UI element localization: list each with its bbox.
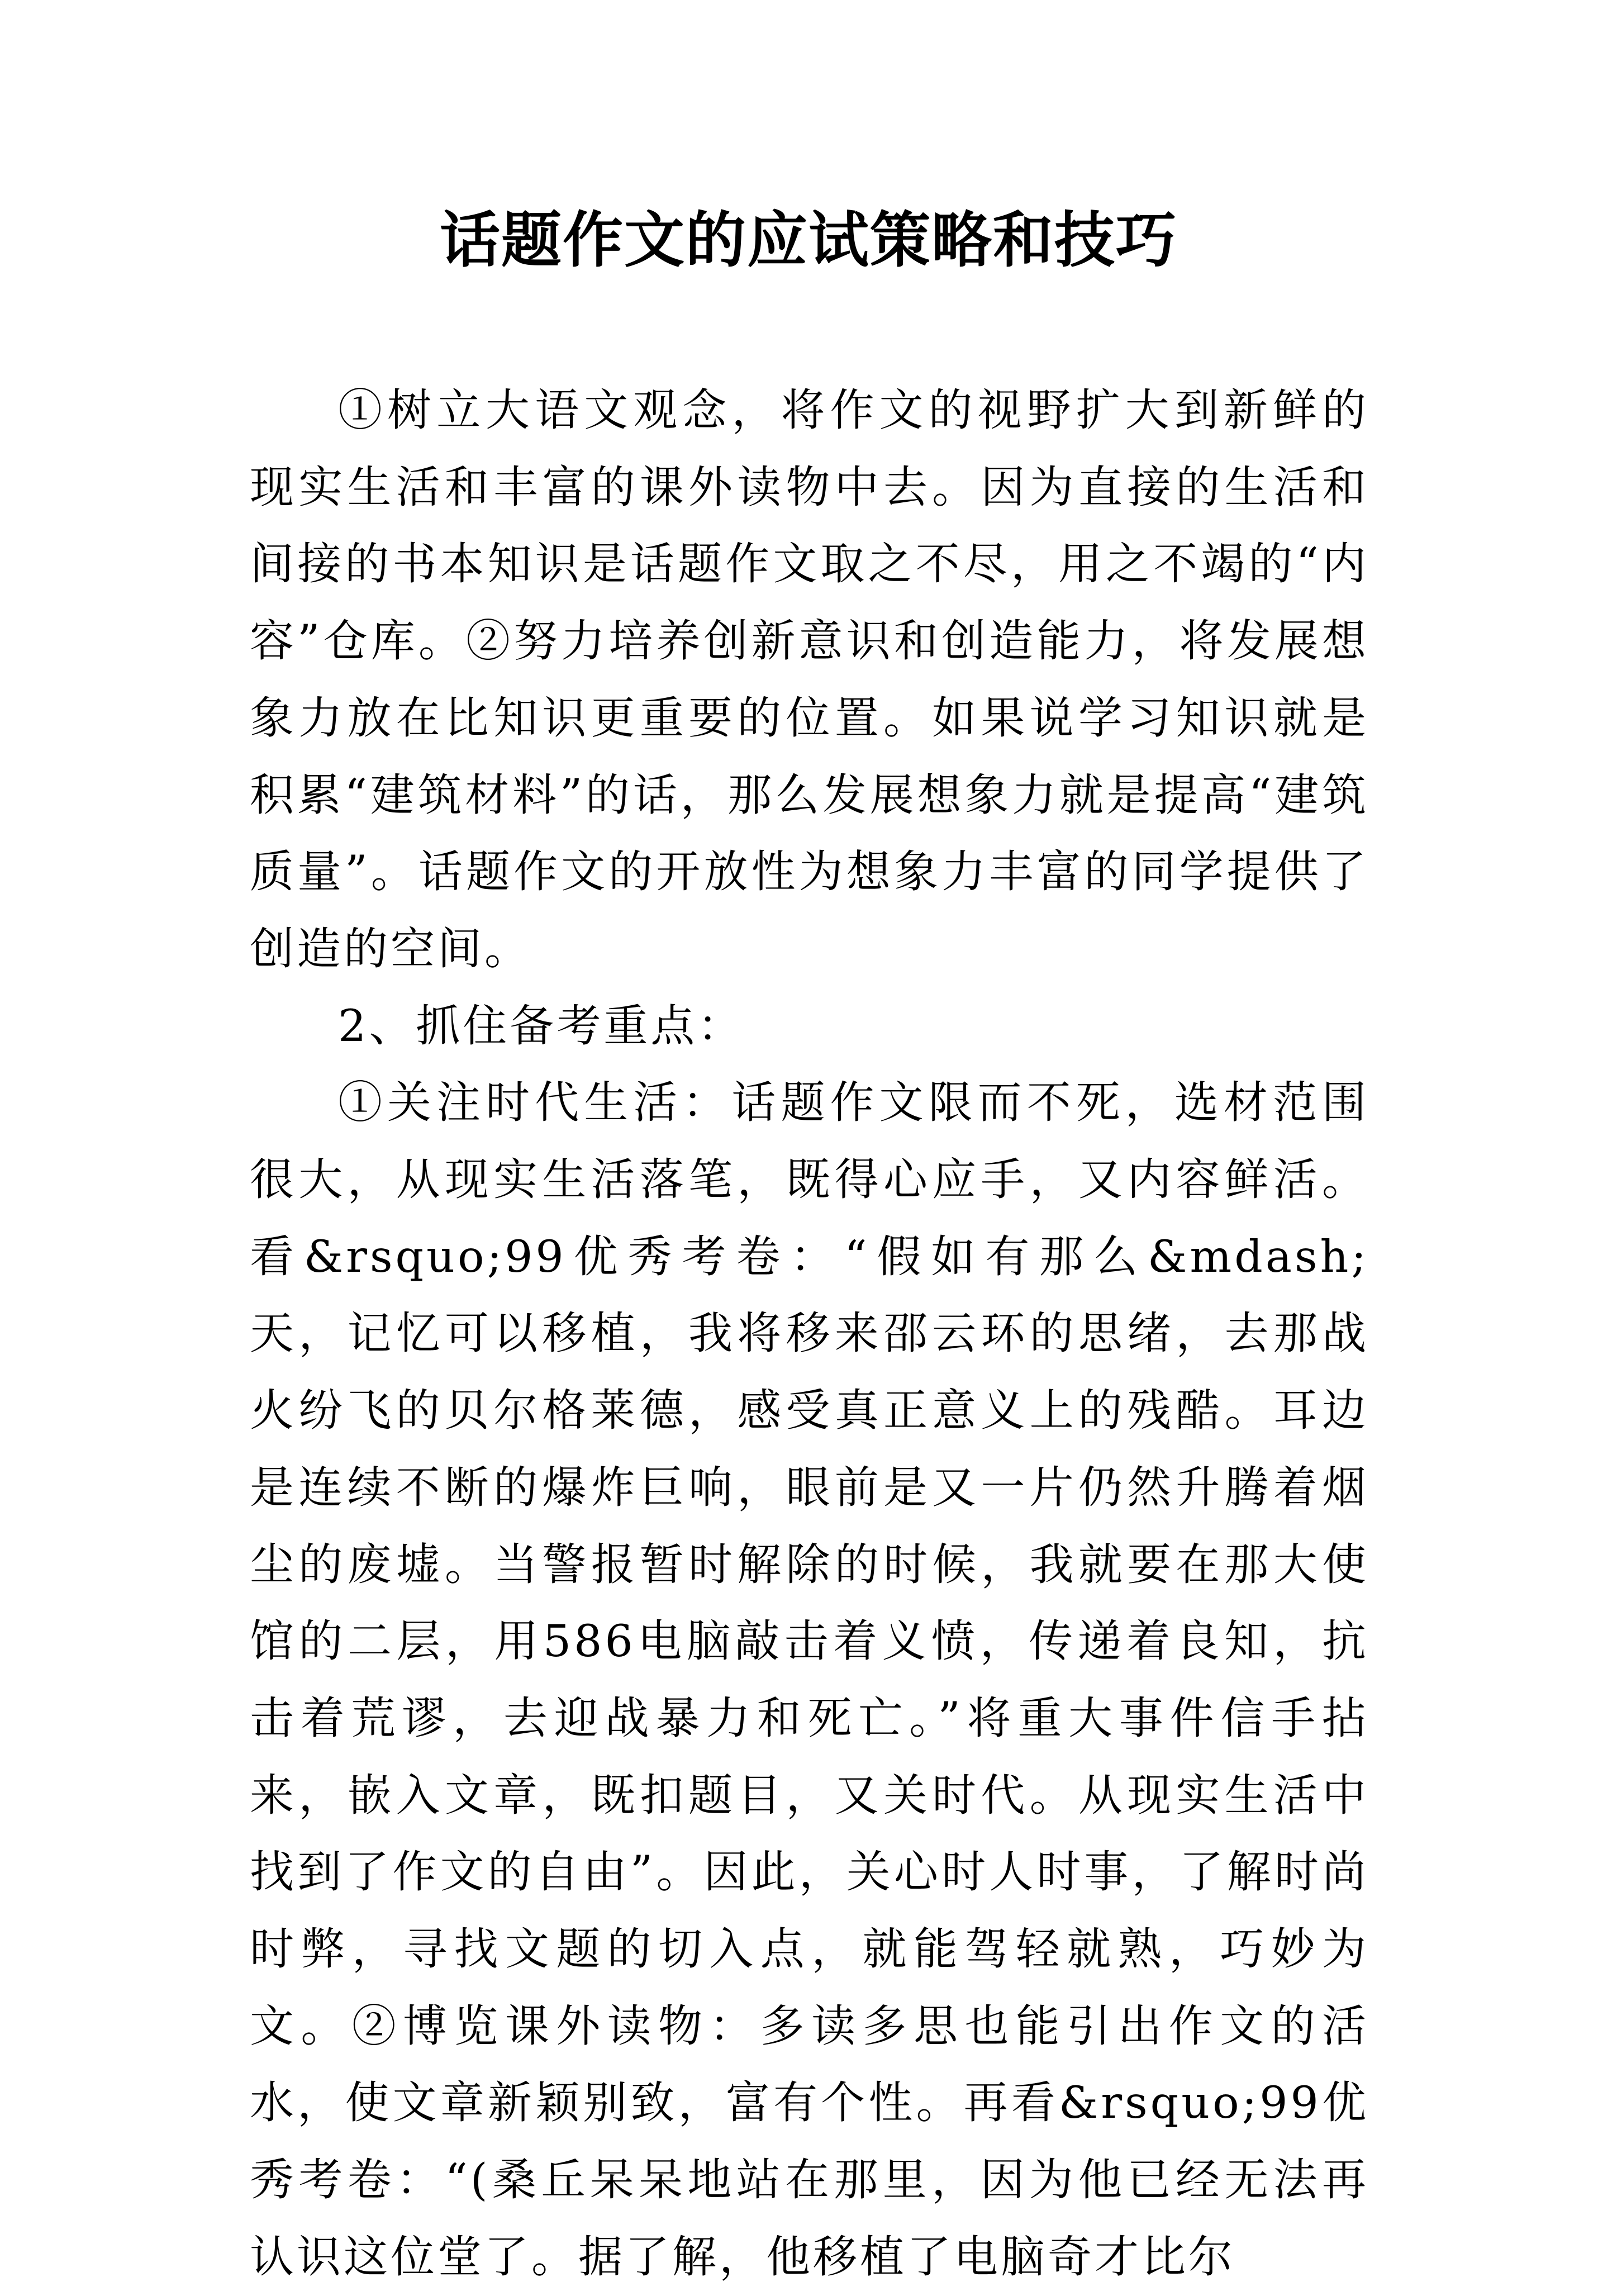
paragraph: 2、抓住备考重点： [338,1000,745,1052]
document-body [250,372,1369,2296]
paragraph: ①关注时代生活：话题作文限而不死，选材范围很大，从现实生活落笔，既得心应手，又内容鲜活。看&rsquo;99优秀考卷：“假如有那么&mdash;天，记忆可以移植，我将移来邵云环的思绪，去那战火纷飞的贝尔格莱德，感受真正意义上的残酷。耳边是连续不断的爆炸巨响，眼前是又一片仍然升腾着烟尘的废墟。当警报暂时解除的时候，我就要在那大使馆的二层，用586电脑敲击着义愤，传递着良知，抗击着荒谬，去迎战暴力和死亡。”将重大事件信手拈来，嵌入文章，既扣题目，又关时代。从现实生活中找到了作文的自由”。因此，关心时人时事，了解时尚时弊，寻找文题的切入点，就能驾轻就熟，巧妙为文。②博览课外读物：多读多思也能引出作文的活水，使文章新颖别致，富有个性。再看&rsquo;99优秀考卷：“(桑丘呆呆地站在那里，因为他已经无法再认识这位堂了。据了解，他移植了电脑奇才比尔 [250,1077,1369,2283]
document-title: 话题作文的应试策略和技巧 [439,205,1177,275]
paragraph: ①树立大语文观念，将作文的视野扩大到新鲜的现实生活和丰富的课外读物中去。因为直接的生活和间接的书本知识是话题作文取之不尽，用之不竭的“内容”仓库。②努力培养创新意识和创造能力，将发展想象力放在比知识更重要的位置。如果说学习知识就是积累“建筑材料”的话，那么发展想象力就是提高“建筑质量”。话题作文的开放性为想象力丰富的同学提供了创造的空间。 [250,384,1369,975]
